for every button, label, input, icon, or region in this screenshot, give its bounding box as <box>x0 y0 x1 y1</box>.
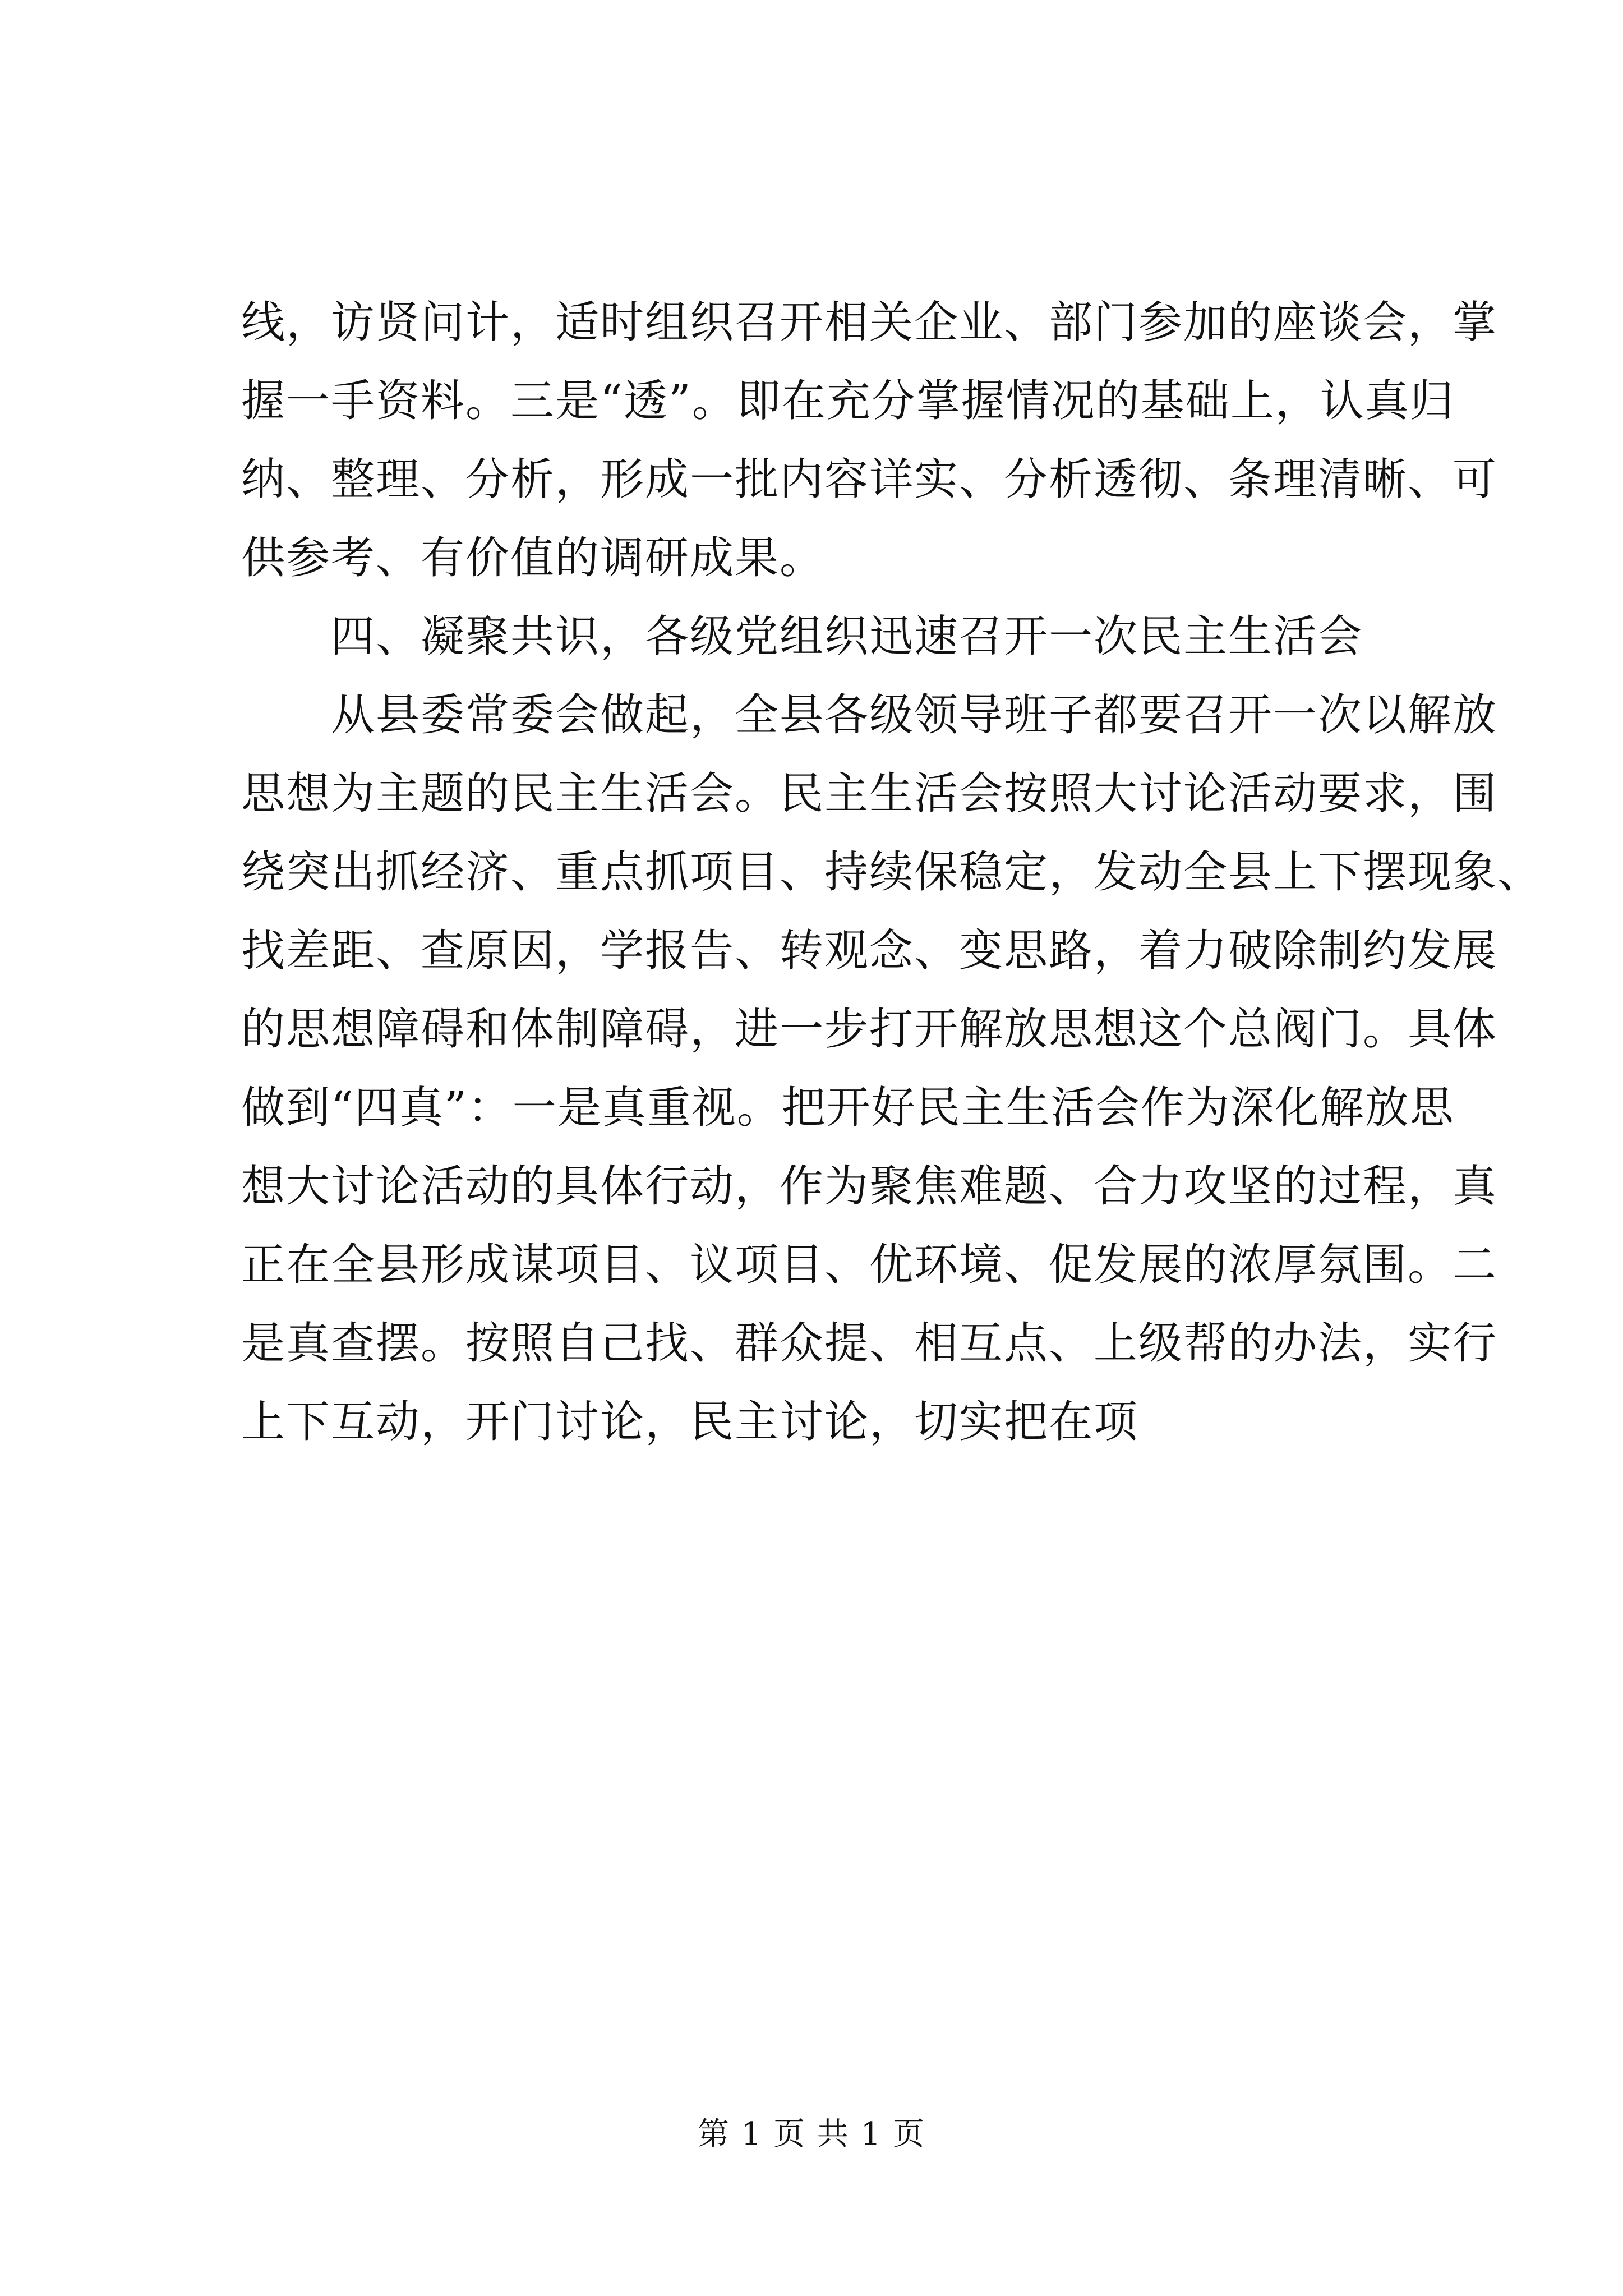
paragraph-line: 思想为主题的民主生活会。民主生活会按照大讨论活动要求，围 <box>241 769 1498 819</box>
section-heading: 四、凝聚共识，各级党组织迅速召开一次民主生活会 <box>331 611 1363 662</box>
paragraph-line: 纳、整理、分析，形成一批内容详实、分析透彻、条理清晰、可 <box>241 454 1498 505</box>
paragraph-line: 绕突出抓经济、重点抓项目、持续保稳定，发动全县上下摆现象、 <box>241 847 1543 898</box>
paragraph-line: 做到“四真”：一是真重视。把开好民主生活会作为深化解放思 <box>241 1083 1455 1133</box>
paragraph-line: 是真查摆。按照自己找、群众提、相互点、上级帮的办法，实行 <box>241 1318 1498 1369</box>
paragraph-line: 想大讨论活动的具体行动，作为聚焦难题、合力攻坚的过程，真 <box>241 1161 1498 1212</box>
paragraph-line: 上下互动，开门讨论，民主讨论，切实把在项 <box>241 1397 1139 1447</box>
page-footer <box>0 2115 1623 2154</box>
paragraph-line: 线，访贤问计，适时组织召开相关企业、部门参加的座谈会，掌 <box>241 297 1498 348</box>
document-body <box>241 283 1543 1461</box>
page-number-label: 第 1 页 共 1 页 <box>697 2116 926 2152</box>
paragraph-line: 从县委常委会做起，全县各级领导班子都要召开一次以解放 <box>331 690 1498 740</box>
paragraph-line: 正在全县形成谋项目、议项目、优环境、促发展的浓厚氛围。二 <box>241 1240 1498 1290</box>
paragraph-line: 找差距、查原因，学报告、转观念、变思路，着力破除制约发展 <box>241 926 1498 976</box>
paragraph-line: 供参考、有价值的调研成果。 <box>241 533 825 583</box>
paragraph-line: 的思想障碍和体制障碍，进一步打开解放思想这个总阀门。具体 <box>241 1004 1498 1055</box>
paragraph-line: 握一手资料。三是“透”。即在充分掌握情况的基础上，认真归 <box>241 376 1455 426</box>
